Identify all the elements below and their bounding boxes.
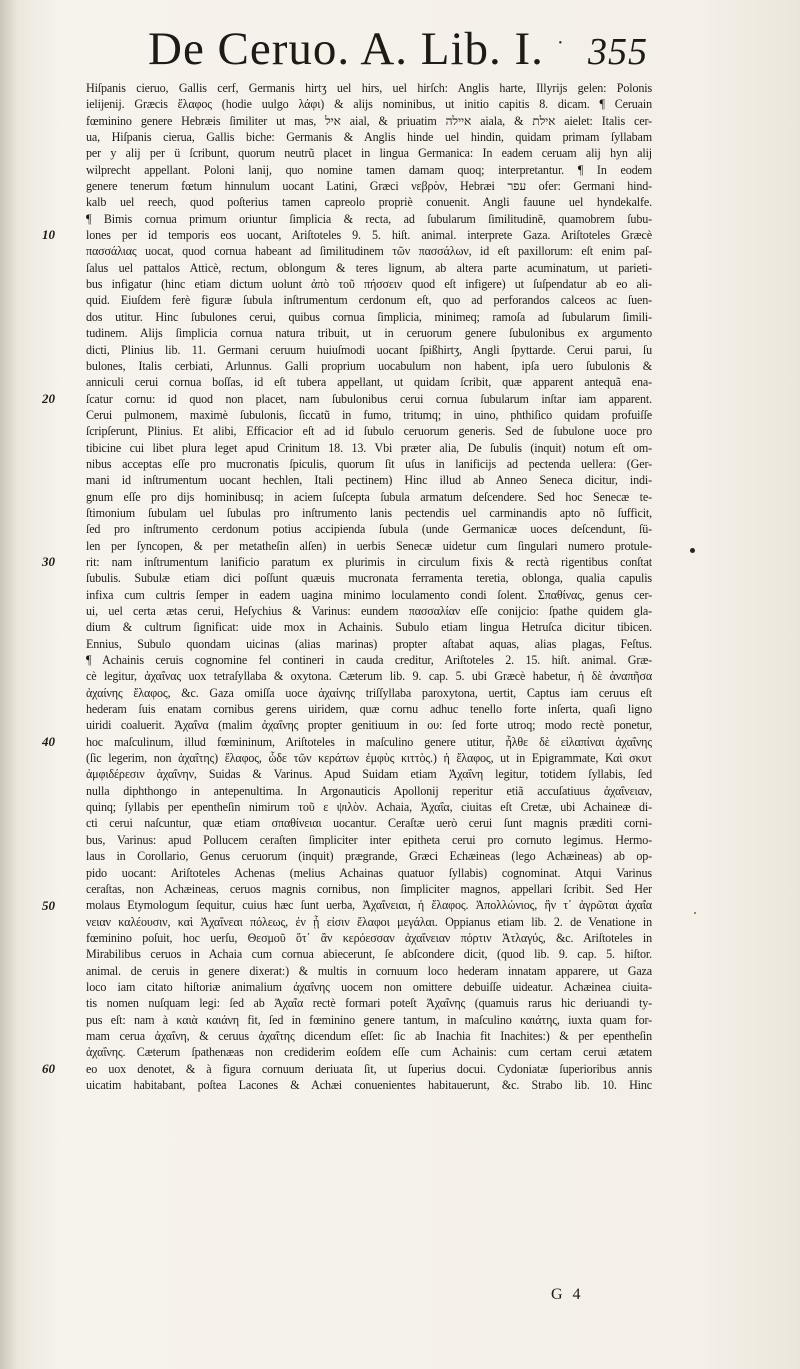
gutter-shadow [0, 0, 18, 1369]
text-line: νειαν καλέουσιν, καὶ Ἀχαΐνεαι πόλεως, ἐν ᾗ εἰσιν ἔλαφοι μεγάλαι. Oppianus etiam lib. 2. de Venatione in [86, 914, 652, 929]
text-line: pus eſt: nam à καιὰ καιάνη fit, ſed in fœminino genere tantum, in maſculino καιάτης, iuxta quam for- [86, 1012, 652, 1027]
text-line: wilprecht appellant. Poloni lanij, quo nomine tamen damam quoq; interpretantur. ¶ In eodem [86, 162, 652, 177]
text-line: mani id inſtrumentum uocant hechlen, Itali pectinem) Hinc illud ab Anneo Seneca dicitur, indi- [86, 473, 652, 488]
text-line: ſcatur cornu: id quod non placet, nam ſubulonibus cerui cornua ſubularum inſtar iam apparent. [86, 391, 652, 406]
text-line: hederam ſuis enatam cornibus gerens uiridem, quæ cornu adhuc tenello forte inſerta, quaſi ligno [86, 702, 652, 717]
text-line: Mirabilibus ceruos in Achaia cum cornua abiecerunt, ſe abſcondere dicit, (quod lib. 9. cap. 5. hiſtor. [86, 947, 652, 962]
text-line: kalb uel reech, quod poſterius tamen capreolo propriè conuenit. Angli fauune uel hyndekalfe. [86, 195, 652, 210]
text-line: ceraſtas, non Achæineas, ceruos magnis cornibus, non ſimpliciter magnos, appellari ſcribit. Sed Her [86, 881, 652, 896]
text-line: eo uox denotet, & à figura cornuum deriuata ſit, ut ſuperius docui. Cydoniatæ ſuperioribus annis [86, 1061, 652, 1076]
text-line: quinq; ſyllabis per epentheſin nimirum τοῦ ε ψιλὸν. Achaia, Ἀχαΐα, ciuitas eſt Cretæ, ubi Achaineæ di- [86, 800, 652, 815]
text-line: πασσάλιας uocat, quod cornua habeant ad ſimilitudinem τῶν πασσάλων, id eſt paxillorum: eſt enim paſ- [86, 244, 652, 259]
signature-mark: G 4 [551, 1286, 584, 1303]
title-dot: · [557, 32, 564, 54]
text-line: ui, uel certa ætas cerui, Heſychius & Varinus: eundem πασσαλίαν eſſe conijcio: ſpathe quidem gla- [86, 604, 652, 618]
text-line: bus, Varinus: apud Pollucem ceraſten ſimpliciter inter epitheta cerui pro cornuto legimus. Hermo- [86, 832, 652, 847]
text-line: tudinem. Alijs ſimplicia cornua natura tribuit, ut in ceruorum genere ſubulonibus ex argumento [86, 326, 652, 341]
margin-line-number: 60 [42, 1061, 55, 1076]
ink-speck [694, 912, 696, 914]
text-line: pido uocant: Ariſtoteles Achenas (melius Achainas quatuor ſyllabis) cognominat. Atqui Varinus [86, 865, 652, 880]
text-line: gnum eſſe pro dijs hominibusq; in aciem ſuſcepta ſubula armatum deſcendere. Sed hoc Senecæ te- [86, 489, 652, 504]
text-line: ſcripſerunt, Plinius. Et alibi, Efficacior eſt ad id ſubulo ceruorum generis. Sed de ſubulone uoce pro [86, 424, 652, 439]
margin-line-number: 40 [42, 734, 55, 749]
text-line: molaus Etymologum ſequitur, cuius hæc ſunt uerba, Ἀχαΐνειαι, ἡ ἔλαφος. Ἀπολλώνιος, ἣν τ᾽ ἀγρῶται ἀχαΐα [86, 898, 652, 913]
text-line: Hiſpanis cieruo, Gallis cerf, Germanis hirtʒ uel hirs, uel hirſch: Anglis harte, Illyrijs gelen: Polonis [86, 81, 652, 95]
text-line: ſubulis. Subulæ etiam dici poſſunt quæuis mucronata ferramenta teretia, oblonga, qualia capulis [86, 571, 652, 586]
text-line: infixa cum cultris ſemper in eadem uagina minimo loculamento condi ſolent. Σπαθίνας, genus cer- [86, 587, 652, 602]
text-line: cè legitur, ἀχαΐνας uox tetraſyllaba & oxytona. Cæterum lib. 9. cap. 5. ubi Græcè habetur, ἡ δὲ ἀναπῆσα [86, 669, 652, 684]
body-text [86, 80, 652, 1093]
text-line: per y alij per ü ſcribunt, quorum neutrũ placet in lingua Germanica: In eadem ceruam alij hyn alij [86, 146, 652, 161]
text-line: genere tenerum fœtum hinnulum uocant Latini, Græci νεβρὸν, Hebræi עפר ofer: Germani hind- [86, 179, 652, 194]
margin-line-number: 30 [42, 554, 55, 570]
text-line: ¶ Achainis ceruis cognomine fel contineri in cauda creditur, Ariſtoteles 2. 15. hiſt. animal. Græ- [86, 653, 652, 668]
text-line: ielijenij. Græcis ἔλαφος (hodie uulgo λάφι) & alijs nominibus, ut initio capitis 8. dicam. ¶ Ceruain [86, 97, 652, 112]
text-line: tis nomen nuſquam legi: ſed ab Ἀχαΐα rectè formari poteſt Ἀχαΐνης (quamuis rarus hic deriuandi ty- [86, 996, 652, 1011]
text-line: ſed pro inſtrumento cerdonum potius accipienda ſubula (unde Germanicæ uoces deſcendunt, ſü- [86, 522, 652, 537]
text-line: uiridi coaluerit. Ἀχαΐνα (malim ἀχαΐνης propter genitiuum in ου: ſed forte utroq; modo rectè ponetur, [86, 718, 652, 733]
text-line: len per ſyncopen, & per metatheſin alſen) in uerbis Senecæ uidetur cum ſingulari numero protule- [86, 538, 652, 553]
running-head [0, 22, 800, 82]
ink-speck [690, 548, 695, 553]
text-line: ſalus uel pattalos Atticè, rectum, oblongum & teres lignum, ab altera parte acuminatum, ut parieti- [86, 260, 652, 275]
text-line: anniculi cerui cornua boſſas, id eſt tubera appellant, ut quidam ſcribit, quæ apparent antequã ena- [86, 375, 652, 390]
text-line: fœminino poſuit, hoc uerſu, Θεσμοῦ ὅτ᾽ ἂν κερόεσσαν ἀχαΐνειαν πόρτιν Ἀτλαγύς, &c. Ariſtoteles in [86, 930, 652, 945]
margin-line-number: 10 [42, 227, 55, 243]
text-line: ἀχαίνης ἔλαφος, &c. Gaza omiſſa uoce ἀχαίνης triſſyllaba paroxytona, uertit, Captus iam ceruus eſt [86, 685, 652, 700]
text-line: laus in Corollario, Genus ceruorum (inquit) prægrande, Græci Echæineas (lego Achæineas) ab op- [86, 849, 652, 864]
text-line: bus infigatur (hinc etiam dictum uolunt ἀπὸ τοῦ πήσσειν quod eſt infigere) ut ſuſpendatur ab eo ali- [86, 277, 652, 292]
text-line: ua, Hiſpanis cierua, Gallis biche: Germanis & Anglis hinde uel hindin, quidam primam ſyllabam [86, 130, 652, 145]
text-line: dicti, Plinius lib. 11. Germani ceruum huiuſmodi uocant ſpißhirtʒ, Angli ſpyttarde. Cerui parui, ſu [86, 342, 652, 357]
text-line: tibicine cui libet plura leget apud Crinitum 18. 13. Vbi præter alia, De ſubulis (inquit) notum eſt om- [86, 440, 652, 455]
text-line: ¶ Bimis cornua primum oriuntur ſimplicia & recta, ad ſubularum ſimilitudinẽ, quamobrem ſubu- [86, 211, 652, 226]
text-line: fœminino genere Hebræis ſimiliter ut mas, איל aial, & priuatim איילה aiala, & אילת aielet: Italis cer- [86, 113, 652, 128]
text-line: ἀμφιδέρεσιν ἀχαΐνην, Suidas & Varinus. Apud Suidam etiam Ἀχαΐνη legitur, totidem ſyllabis, ſed [86, 767, 652, 782]
text-line: Cerui pulmonem, maximè ſubulonis, ſiccatũ in fumo, tritumq; in uino, phthiſico quidam profuiſſe [86, 407, 652, 422]
text-line: mam cerua ἀχαΐνη, & ceruus ἀχαΐτης dicendum eſſet: ſic ab Inachia fit Inachites:) & per epentheſin [86, 1028, 652, 1043]
text-line: animal. de ceruis in genere dixerat:) & multis in cornuum loco hederam innatam apparere, ut Gaza [86, 963, 652, 978]
text-line: bulones, Italis cerbiati, Arlunnus. Galli proprium uocabulum non habent, ipſa uero ſubulonis & [86, 358, 652, 373]
text-line: lones per id temporis eos uocant, Ariſtoteles 9. 5. hiſt. animal. interprete Gaza. Ariſtoteles Græcè [86, 228, 652, 243]
text-line: (ſic legerim, non ἀχαΐτης) ἔλαφος, ὧδε τῶν κεράτων ἐμφὺς κιττὸς.) ἡ ἔλαφος, ut in Epigrammate, Καὶ σκυτ [86, 751, 652, 766]
text-line: Ennius, Subulo quondam uicinas (alias marinas) propter aſtabat aquas, alias plagas, Feſtus. [86, 636, 652, 651]
text-line: uicatim habitabant, poſtea Lacones & Achæi conuenientes habitauerunt, &c. Strabo lib. 10. Hinc [86, 1077, 652, 1092]
text-line: ἀχαΐνης. Cæterum ſpathenæas non crediderim eoſdem eſſe cum Achainis: cum certam cerui ætatem [86, 1045, 652, 1060]
margin-line-number: 50 [42, 897, 55, 913]
text-line: dium & cultrum ſignificat: uide mox in Achainis. Subulo etiam lingua Hetruſca dicitur tibicen. [86, 620, 652, 635]
text-line: cti cerui naſcuntur, quæ etiam σπαθίνειαι uocantur. Ceraſtæ uerò cerui ſunt magnis præditi corni- [86, 816, 652, 831]
text-line: dos utitur. Hinc ſubulones cerui, quibus cornua ſimplicia, minimeq; ramoſa ad ſubularum ſimili- [86, 309, 652, 324]
text-line: ſtimonium ſubulam uel ſubulas pro inſtrumento lanis pectendis uel carminandis apto nõ ſufficit, [86, 505, 652, 520]
text-line: nulla diphthongo in antepenultima. In Argonauticis Apollonij reperitur etiã accuſatiuus ἀχαΐνειαν, [86, 783, 652, 798]
text-line: loco iam citato hiſtoriæ animalium ἀχαΐνης uocem non omittere debuiſſe uideatur. Achæinea ciuita- [86, 979, 652, 994]
page-number: 355 [588, 31, 648, 73]
text-line: nibus acceptas eſſe pro mucronatis ſpiculis, quorum ſit uſus in lanificijs ad pectenda uellera: (Ger- [86, 456, 652, 471]
page-title: De Ceruo. A. Lib. I. [148, 23, 544, 75]
text-line: rit: nam inſtrumentum lanificio paratum ex plurimis in circulum fixis & rectà rigentibus conſtat [86, 554, 652, 569]
text-line: quid. Eiuſdem ferè figuræ ſubula inſtrumentum cerdonum eſt, quo ad perforandos calceos ac ſuen- [86, 293, 652, 308]
margin-line-number: 20 [42, 390, 55, 406]
text-line: hoc maſculinum, illud fœmininum, Ariſtoteles in maſculino genere utitur, ἦλθε δὲ εἰλαπίναι ἀχαΐνης [86, 734, 652, 749]
